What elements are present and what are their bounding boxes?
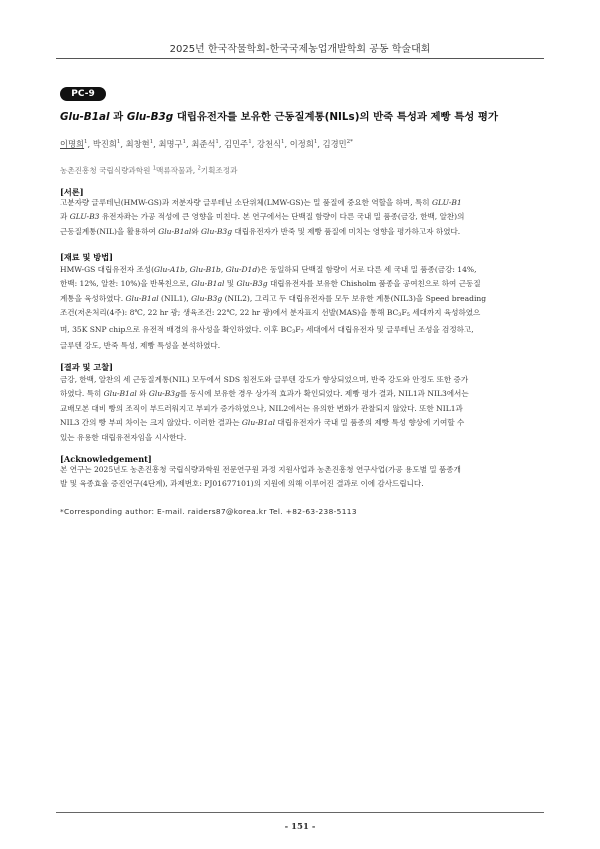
results-paragraph [60, 373, 546, 445]
author-separator: , [153, 139, 159, 149]
methods-line: 글루텐 강도, 반죽 특성, 제빵 특성을 분석하였다. [60, 341, 221, 351]
title-rest: 대립유전자를 보유한 근동질계통(NILs)의 반죽 특성과 제빵 특성 평가 [173, 111, 498, 123]
ack-paragraph [60, 463, 546, 492]
paper-title [60, 108, 550, 123]
author-separator: , [317, 139, 323, 149]
author-separator: , [251, 139, 257, 149]
author-separator: , [218, 139, 225, 149]
methods-line: 계통을 육성하였다. Glu-B1al (NIL1), Glu-B3g (NIL2), 그리고 두 대립유전자를 모두 보유한 계통(NIL3)을 Speed breading [60, 293, 487, 303]
author-separator: , [284, 139, 290, 149]
results-line: 있는 유용한 대립유전자임을 시사한다. [60, 432, 187, 442]
methods-heading: [재료 및 방법] [60, 252, 113, 262]
results-line: 금강, 한백, 알찬의 세 근동질계통(NIL) 모두에서 SDS 침전도와 글루텐 강도가 향상되었으며, 반죽 강도와 안정도 또한 증가 [60, 375, 469, 384]
affiliation-sup-2: 2 [197, 165, 201, 172]
author-name: 최준석 [191, 139, 216, 149]
results-line: 교배모본 대비 빵의 조직이 부드러워지고 부피가 증가하였으나, NIL2에서는 유의한 변화가 관찰되지 않았다. 또한 NIL1과 [60, 403, 463, 413]
author-list [60, 138, 550, 150]
affiliation-dept-2: 기획조정과 [200, 166, 238, 175]
ack-heading: [Acknowledgement] [60, 454, 152, 464]
author-separator: , [186, 139, 192, 149]
results-line: NIL3 간의 빵 부피 차이는 크지 않았다. 이러한 결과는 Glu-B1al 대립유전자가 국내 밀 품종의 제빵 특성 향상에 기여할 수 [60, 418, 465, 428]
author-name: 이정희 [289, 139, 314, 149]
affiliation-sup-1: 1 [152, 165, 157, 172]
author-affiliation-mark: 1 [84, 139, 88, 146]
author-affiliation-mark: 1 [248, 139, 252, 146]
header-divider [56, 58, 544, 59]
author-name: 김민주 [224, 139, 249, 149]
conference-header: 2025년 한국작물학회-한국국제농업개발학회 공동 학술대회 [169, 44, 431, 55]
affiliation-institute: 농촌진흥청 국립식량과학원 [60, 166, 153, 175]
intro-line: 고분자량 글루테닌(HMW-GS)과 저분자량 글루테닌 소단위체(LMW-GS)는 밀 품질에 중요한 역할을 하며, 특히 GLU-B1 [60, 198, 462, 207]
intro-line: 근동질계통(NIL)을 활용하여 Glu-B1al와 Glu-B3g 대립유전자가 반죽 및 제빵 품질에 미치는 영향을 평가하고자 하였다. [60, 226, 461, 236]
ack-line: 발 및 육종효율 증진연구(4단계), 과제번호: PJ01677101)의 지원에 의해 이루어진 결과로 이에 감사드립니다. [60, 479, 424, 489]
title-gene-1: Glu-B1al [60, 111, 110, 123]
methods-line: 조건(저온처리(4주): 8℃, 22 hr 광; 생육조건: 22℃, 22 hr 광)에서 분자표지 선발(MAS)을 통해 $BC_3F_5$ 세대까지 육성하였으 [60, 308, 481, 319]
poster-code-badge: PC-9 [60, 87, 106, 101]
methods-paragraph [60, 263, 546, 353]
author-affiliation-mark: 1 [116, 139, 121, 146]
author-affiliation-mark: 1 [215, 139, 219, 146]
methods-line: 며, 35K SNP chip으로 유전적 배경의 유사성을 확인하였다. 이후 $BC_3F_7$ 세대에서 대립유전자 및 글루테닌 조성을 검정하고, [60, 324, 474, 335]
author-name: 박진희 [92, 139, 117, 149]
author-separator: , [87, 139, 93, 149]
methods-line: HMW-GS 대립유전자 조성(Glu-A1b, Glu-B1b, Glu-D1d)은 동일하되 단백질 함량이 서로 다른 세 국내 밀 품종(금강: 14%, [60, 265, 477, 274]
page-number: - 151 - [284, 822, 316, 832]
intro-heading: [서론] [60, 187, 84, 197]
author-affiliation-mark: 1 [313, 139, 318, 146]
author-affiliation-mark: 1 [281, 139, 285, 146]
results-line: 하였다. 특히 Glu-B1al 와 Glu-B3g를 동시에 보유한 경우 상가적 효과가 확인되었다. 제빵 평가 결과, NIL1과 NIL3에서는 [60, 389, 469, 399]
author-name: 최창현 [125, 139, 150, 149]
author-name: 강천식 [256, 139, 282, 149]
author-name: 최명구 [158, 139, 183, 149]
author-affiliation-mark: 1 [182, 139, 187, 146]
author-name: 김경민 [322, 139, 347, 149]
title-gene-2: Glu-B3g [126, 111, 174, 123]
author-affiliation-mark: 1 [149, 139, 154, 146]
affiliation [60, 165, 550, 176]
corresponding-author: *Corresponding author: E-mail. raiders87@korea.kr Tel. +82-63-238-5113 [60, 507, 357, 516]
author-affiliation-mark: 2* [346, 139, 353, 146]
intro-paragraph [60, 196, 546, 239]
intro-line: 과 GLU-B3 유전자좌는 가공 적성에 큰 영향을 미친다. 본 연구에서는 단백질 함량이 다른 국내 밀 품종(금강, 한백, 알찬)의 [60, 212, 465, 222]
title-conj: 과 [109, 111, 127, 123]
footer-divider [56, 812, 544, 813]
author-separator: , [120, 139, 126, 149]
author-name: 이명희 [60, 139, 85, 149]
methods-line: 한백: 12%, 알찬: 10%)을 반복친으로, Glu-B1al 및 Glu-B3g 대립유전자를 보유한 Chisholm 품종을 공여친으로 하여 근동질 [60, 279, 481, 289]
ack-line: 본 연구는 2025년도 농촌진흥청 국립식량과학원 전문연구원 과정 지원사업과 농촌진흥청 연구사업(가공 용도별 밀 품종개 [60, 465, 461, 474]
affiliation-dept-1: 맥류작물과, [156, 166, 198, 175]
results-heading: [결과 및 고찰] [60, 362, 113, 372]
